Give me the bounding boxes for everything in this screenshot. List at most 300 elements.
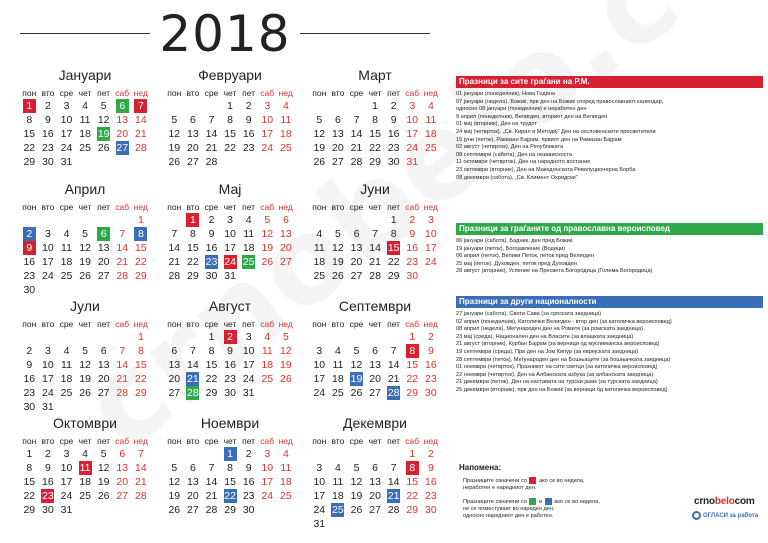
- day-cell: 20: [116, 128, 129, 140]
- weekday-header: [20, 318, 150, 330]
- day-cell: 27: [369, 504, 381, 516]
- day-cell: 16: [425, 359, 437, 371]
- day-grid: [310, 99, 440, 169]
- day-cell: 17: [242, 359, 255, 371]
- holiday-item: 01 јануари (понеделник), Нова Година: [456, 91, 555, 97]
- year-title: 2018: [159, 5, 291, 63]
- day-cell: 8: [227, 462, 233, 474]
- month-block: [20, 180, 150, 297]
- day-cell: 11: [425, 114, 437, 126]
- holiday-item: 25 декември (вторник), прв ден на Божиќ (за верници од католичка вероисповед): [456, 386, 668, 393]
- day-cell: 26: [79, 270, 91, 282]
- day-cell: 25: [60, 387, 73, 399]
- holiday-item: 01 мај (вторник), Ден на трудот: [456, 121, 537, 128]
- day-cell: 25: [79, 142, 91, 154]
- day-grid: [310, 447, 440, 531]
- day-cell-holiday: 7: [132, 99, 151, 113]
- day-cell: 12: [332, 242, 344, 254]
- day-cell: 1: [26, 448, 33, 460]
- weekday-label: вто: [186, 88, 200, 98]
- weekday-header: [310, 318, 440, 330]
- day-cell: 8: [227, 114, 233, 126]
- weekday-label: пет: [242, 202, 256, 212]
- holiday-list: [456, 91, 763, 182]
- holiday-item: 28 септември (петок), Меѓународен ден на Бошњаците (за бошњачката заедница): [456, 356, 671, 363]
- day-cell: 28: [369, 270, 381, 282]
- day-cell: 4: [82, 448, 88, 460]
- note-text: односно наредниот ден е работен.: [463, 512, 554, 519]
- green-swatch: [529, 498, 536, 505]
- day-cell: 18: [425, 128, 437, 140]
- day-cell: 13: [116, 462, 129, 474]
- holiday-item: 21 август (вторник), Курбан Бајрам (за верници од муслиманска вероисповед): [456, 341, 660, 348]
- day-cell: 7: [372, 228, 378, 240]
- weekday-label: нед: [423, 319, 438, 329]
- day-cell: 2: [427, 448, 434, 460]
- day-cell: 31: [224, 270, 236, 282]
- day-cell: 30: [406, 270, 419, 282]
- day-cell: 24: [60, 142, 73, 154]
- day-cell-holiday: 2: [221, 330, 240, 344]
- day-cell: 5: [353, 462, 360, 474]
- day-cell: 15: [135, 242, 147, 254]
- day-cell-holiday: 23: [205, 256, 218, 268]
- day-cell: 15: [205, 359, 218, 371]
- day-cell: 2: [390, 100, 397, 112]
- day-cell: 13: [116, 114, 129, 126]
- day-cell-holiday: 21: [187, 373, 199, 385]
- day-cell: 27: [116, 490, 129, 502]
- note-text: неработен е наредниот ден.: [463, 484, 537, 491]
- day-cell: 19: [79, 256, 91, 268]
- day-cell: 5: [353, 345, 360, 357]
- day-cell: 3: [63, 100, 70, 112]
- day-cell: 18: [332, 373, 344, 385]
- day-cell: 20: [97, 373, 110, 385]
- holiday-item: 22 ноември (четврток), Ден на Албанската азбука (за албанската заедница): [456, 371, 654, 378]
- day-cell: 18: [60, 373, 73, 385]
- day-cell: 28: [387, 504, 400, 516]
- day-cell: 29: [224, 504, 236, 516]
- month-block: [165, 297, 295, 400]
- weekday-label: саб: [115, 202, 130, 212]
- empty-cell: [366, 213, 385, 227]
- day-cell: 20: [187, 142, 199, 154]
- day-cell: 23: [242, 142, 255, 154]
- day-cell: 30: [425, 387, 437, 399]
- day-cell: 13: [280, 228, 292, 240]
- day-cell: 31: [42, 401, 54, 413]
- day-cell: 23: [425, 373, 437, 385]
- day-cell: 16: [23, 256, 36, 268]
- weekday-label: пет: [97, 88, 111, 98]
- weekday-label: пон: [167, 319, 182, 329]
- day-cell: 30: [23, 401, 36, 413]
- day-cell: 19: [168, 490, 181, 502]
- day-cell: 21: [135, 128, 147, 140]
- day-cell: 23: [387, 142, 400, 154]
- day-cell: 24: [313, 387, 326, 399]
- day-cell: 8: [26, 462, 33, 474]
- month-name: Септември: [338, 298, 412, 314]
- holiday-panel: [456, 296, 763, 395]
- day-cell: 27: [187, 504, 199, 516]
- day-cell-holiday: 25: [332, 504, 344, 516]
- day-cell: 3: [316, 345, 323, 357]
- day-cell: 16: [406, 242, 419, 254]
- day-cell: 5: [171, 462, 178, 474]
- empty-cell: [184, 99, 203, 113]
- day-cell: 21: [369, 256, 381, 268]
- weekday-label: пет: [387, 202, 401, 212]
- day-cell: 16: [387, 128, 400, 140]
- weekday-label: пет: [242, 319, 256, 329]
- weekday-label: вто: [41, 88, 55, 98]
- weekday-header: [20, 87, 150, 99]
- weekday-label: пет: [97, 436, 111, 446]
- day-cell: 6: [100, 345, 107, 357]
- day-cell: 10: [313, 359, 326, 371]
- weekday-label: нед: [423, 202, 438, 212]
- day-cell: 12: [79, 242, 91, 254]
- day-cell-holiday: 8: [403, 344, 422, 358]
- weekday-label: пон: [167, 88, 182, 98]
- day-cell: 5: [264, 214, 271, 226]
- day-cell: 20: [280, 242, 292, 254]
- day-cell: 7: [208, 114, 215, 126]
- day-cell: 21: [205, 142, 218, 154]
- partner-logo[interactable]: ОГЛАСИ за работа: [692, 511, 758, 520]
- empty-cell: [113, 330, 132, 344]
- day-cell: 27: [168, 387, 181, 399]
- month-block: [20, 297, 150, 414]
- day-cell: 7: [137, 448, 144, 460]
- day-cell: 22: [224, 142, 236, 154]
- day-grid: [165, 447, 295, 517]
- day-cell: 19: [79, 373, 91, 385]
- holiday-item: 19 септември (среда), Прв ден на Јом Кипур (за еврејската заедница): [456, 348, 639, 355]
- day-cell: 30: [42, 156, 54, 168]
- day-cell: 2: [409, 214, 416, 226]
- month-name: Јуни: [360, 181, 390, 197]
- day-cell: 10: [42, 359, 54, 371]
- month-block: [20, 66, 150, 169]
- day-cell-holiday: 1: [221, 447, 240, 461]
- day-cell: 10: [224, 228, 236, 240]
- day-cell: 10: [261, 114, 274, 126]
- month-block: [310, 297, 440, 400]
- day-cell-holiday: 15: [387, 242, 400, 254]
- day-cell: 4: [63, 345, 70, 357]
- day-cell: 5: [82, 345, 88, 357]
- weekday-label: пет: [387, 88, 401, 98]
- day-cell: 6: [282, 214, 289, 226]
- note-text: Празниците означени со: [463, 498, 527, 505]
- day-cell: 9: [409, 228, 416, 240]
- day-cell: 9: [390, 114, 397, 126]
- day-cell: 17: [60, 128, 73, 140]
- day-cell: 21: [350, 142, 363, 154]
- day-cell: 16: [425, 476, 437, 488]
- day-cell: 12: [168, 476, 181, 488]
- day-cell: 26: [313, 156, 326, 168]
- day-cell: 14: [116, 242, 129, 254]
- day-cell: 11: [243, 228, 255, 240]
- weekday-label: чет: [368, 88, 382, 98]
- day-cell: 30: [205, 270, 218, 282]
- day-cell: 7: [171, 228, 178, 240]
- empty-cell: [20, 213, 39, 227]
- holiday-panel: [456, 76, 763, 182]
- day-cell: 31: [313, 518, 326, 530]
- day-cell: 1: [137, 214, 144, 226]
- day-cell: 6: [334, 114, 341, 126]
- day-cell: 24: [242, 373, 255, 385]
- weekday-label: вто: [41, 202, 55, 212]
- day-cell: 17: [224, 242, 236, 254]
- holiday-item: 08 декември (сабота), „Св. Климент Охридски": [456, 174, 578, 181]
- day-cell: 19: [261, 242, 274, 254]
- weekday-label: вто: [186, 436, 200, 446]
- day-grid: [20, 213, 150, 297]
- day-cell: 12: [97, 114, 110, 126]
- weekday-label: нед: [278, 202, 293, 212]
- empty-cell: [310, 330, 329, 344]
- day-cell: 26: [168, 504, 181, 516]
- day-cell-holiday: 8: [403, 461, 422, 475]
- day-cell: 29: [135, 270, 147, 282]
- day-cell: 27: [280, 256, 292, 268]
- month-name: Мај: [218, 181, 242, 197]
- panel-title: Празници за други националности: [456, 296, 763, 308]
- weekday-label: сре: [59, 319, 74, 329]
- holiday-item: 25 мај (петок), Духовден, петок пред Духовден: [456, 260, 577, 267]
- day-cell: 1: [227, 100, 233, 112]
- empty-cell: [165, 447, 184, 461]
- day-cell: 14: [369, 242, 381, 254]
- day-cell: 17: [313, 490, 326, 502]
- day-grid: [20, 447, 150, 517]
- day-cell: 30: [387, 156, 400, 168]
- day-cell: 26: [350, 387, 363, 399]
- weekday-label: вто: [186, 202, 200, 212]
- day-cell: 9: [245, 114, 252, 126]
- day-grid: [165, 99, 295, 169]
- day-cell: 27: [369, 387, 381, 399]
- day-grid: [165, 213, 295, 283]
- day-cell: 13: [168, 359, 181, 371]
- weekday-label: сре: [349, 88, 364, 98]
- holiday-item: 01 ноември (четврток), Празникот на сите светци (за католичка вероисповед): [456, 364, 658, 371]
- day-cell: 18: [242, 242, 255, 254]
- day-cell: 7: [353, 114, 360, 126]
- day-cell: 30: [242, 504, 255, 516]
- day-cell: 8: [189, 228, 196, 240]
- weekday-label: пон: [22, 88, 37, 98]
- day-cell: 3: [264, 100, 271, 112]
- day-cell: 23: [224, 373, 236, 385]
- day-cell: 21: [168, 256, 181, 268]
- day-cell: 20: [187, 490, 199, 502]
- day-cell: 27: [332, 156, 344, 168]
- day-cell: 17: [42, 373, 54, 385]
- day-cell: 6: [372, 345, 378, 357]
- day-cell-holiday: 2: [20, 227, 39, 241]
- empty-cell: [57, 213, 76, 227]
- day-cell: 25: [332, 387, 344, 399]
- day-cell: 6: [189, 114, 196, 126]
- weekday-label: пет: [242, 436, 256, 446]
- day-cell: 29: [387, 270, 400, 282]
- day-cell: 25: [60, 270, 73, 282]
- weekday-label: саб: [405, 88, 420, 98]
- empty-cell: [384, 447, 403, 461]
- holiday-item: 07 јануари (недела), Божиќ, прв ден на Божиќ според православниот календар,: [456, 98, 664, 105]
- day-cell: 1: [137, 331, 144, 343]
- weekday-label: сре: [204, 436, 219, 446]
- day-cell: 3: [427, 214, 434, 226]
- day-cell: 13: [97, 359, 110, 371]
- day-cell: 10: [406, 114, 419, 126]
- day-cell-holiday: 9: [20, 241, 39, 255]
- day-cell: 18: [79, 128, 91, 140]
- day-cell: 19: [168, 142, 181, 154]
- day-cell: 25: [280, 142, 292, 154]
- brand-logo[interactable]: crnobelocom: [694, 496, 755, 507]
- note-text: ако се во недела,: [539, 477, 585, 484]
- day-cell: 12: [261, 228, 274, 240]
- weekday-label: саб: [260, 88, 275, 98]
- day-cell: 18: [261, 359, 274, 371]
- weekday-label: саб: [260, 202, 275, 212]
- day-cell: 8: [372, 114, 378, 126]
- weekday-label: пет: [97, 319, 111, 329]
- day-cell: 28: [135, 142, 147, 154]
- day-cell: 3: [63, 448, 70, 460]
- weekday-label: чет: [368, 319, 382, 329]
- day-cell: 26: [168, 156, 181, 168]
- month-block: [310, 180, 440, 283]
- blue-swatch: [545, 498, 552, 505]
- day-cell: 27: [187, 156, 199, 168]
- day-cell: 21: [116, 373, 129, 385]
- day-cell: 3: [44, 228, 51, 240]
- weekday-label: саб: [115, 319, 130, 329]
- day-cell-holiday: 24: [224, 256, 236, 268]
- empty-cell: [310, 447, 329, 461]
- day-cell-holiday: 21: [387, 490, 400, 502]
- note-text: Празниците означени со: [463, 477, 527, 484]
- day-cell: 24: [406, 142, 419, 154]
- day-cell: 26: [280, 373, 292, 385]
- day-cell: 9: [427, 345, 434, 357]
- holiday-list: [456, 238, 763, 276]
- day-cell-holiday: 28: [187, 387, 199, 399]
- day-cell: 18: [280, 128, 292, 140]
- day-cell: 31: [242, 387, 255, 399]
- empty-cell: [94, 213, 113, 227]
- day-cell: 26: [350, 504, 363, 516]
- day-cell-holiday: 8: [132, 227, 151, 241]
- day-cell-holiday: 1: [184, 213, 203, 227]
- weekday-label: нед: [278, 319, 293, 329]
- weekday-label: пон: [22, 319, 37, 329]
- day-cell: 12: [97, 462, 110, 474]
- holiday-item: однoсно 08 јануари (понеделник) е неработен ден: [456, 106, 587, 113]
- day-cell: 28: [116, 270, 129, 282]
- day-cell: 6: [372, 462, 378, 474]
- month-name: Ноември: [200, 415, 260, 431]
- day-cell: 11: [332, 359, 344, 371]
- day-cell: 23: [242, 490, 255, 502]
- weekday-label: нед: [133, 436, 148, 446]
- day-cell: 29: [205, 387, 218, 399]
- day-cell: 15: [224, 128, 236, 140]
- day-cell: 9: [26, 359, 33, 371]
- day-cell: 28: [350, 156, 363, 168]
- holiday-item: 19 јануари (петок), Богојавление (Водици): [456, 245, 566, 252]
- holiday-item: 08 септември (сабота), Ден на независноста: [456, 151, 573, 158]
- day-cell: 28: [135, 490, 147, 502]
- day-cell: 7: [189, 345, 196, 357]
- day-cell: 22: [23, 142, 36, 154]
- month-name: Октомври: [53, 415, 117, 431]
- empty-cell: [165, 213, 184, 227]
- day-cell: 4: [245, 214, 252, 226]
- weekday-label: саб: [405, 319, 420, 329]
- month-name: Февруари: [198, 67, 262, 83]
- month-block: [165, 414, 295, 517]
- day-cell-holiday: 22: [224, 490, 236, 502]
- day-cell: 4: [334, 462, 341, 474]
- month-name: Април: [64, 181, 106, 197]
- day-cell-holiday: 27: [116, 142, 129, 154]
- weekday-label: вто: [331, 319, 345, 329]
- day-cell: 12: [168, 128, 181, 140]
- weekday-label: нед: [423, 436, 438, 446]
- weekday-label: саб: [115, 436, 130, 446]
- day-cell: 14: [135, 462, 147, 474]
- day-cell: 20: [350, 256, 363, 268]
- day-cell: 17: [60, 476, 73, 488]
- day-cell: 10: [425, 228, 437, 240]
- day-cell: 17: [425, 242, 437, 254]
- weekday-label: пон: [312, 436, 327, 446]
- day-cell: 14: [187, 359, 199, 371]
- month-name: Јануари: [58, 67, 112, 83]
- day-cell: 14: [350, 128, 363, 140]
- day-cell: 18: [79, 476, 91, 488]
- empty-cell: [39, 213, 58, 227]
- day-cell: 7: [119, 228, 126, 240]
- weekday-label: пет: [242, 88, 256, 98]
- weekday-label: чет: [78, 88, 92, 98]
- day-cell: 20: [369, 490, 381, 502]
- day-cell: 24: [42, 387, 54, 399]
- weekday-label: саб: [405, 436, 420, 446]
- day-cell: 16: [42, 128, 54, 140]
- day-cell: 28: [205, 504, 218, 516]
- day-cell: 18: [332, 490, 344, 502]
- day-cell-holiday: 23: [42, 490, 54, 502]
- day-cell: 15: [406, 476, 419, 488]
- weekday-label: нед: [133, 319, 148, 329]
- empty-cell: [310, 99, 329, 113]
- day-cell: 26: [332, 270, 344, 282]
- day-cell: 10: [60, 462, 73, 474]
- weekday-label: нед: [278, 88, 293, 98]
- day-cell: 15: [187, 242, 199, 254]
